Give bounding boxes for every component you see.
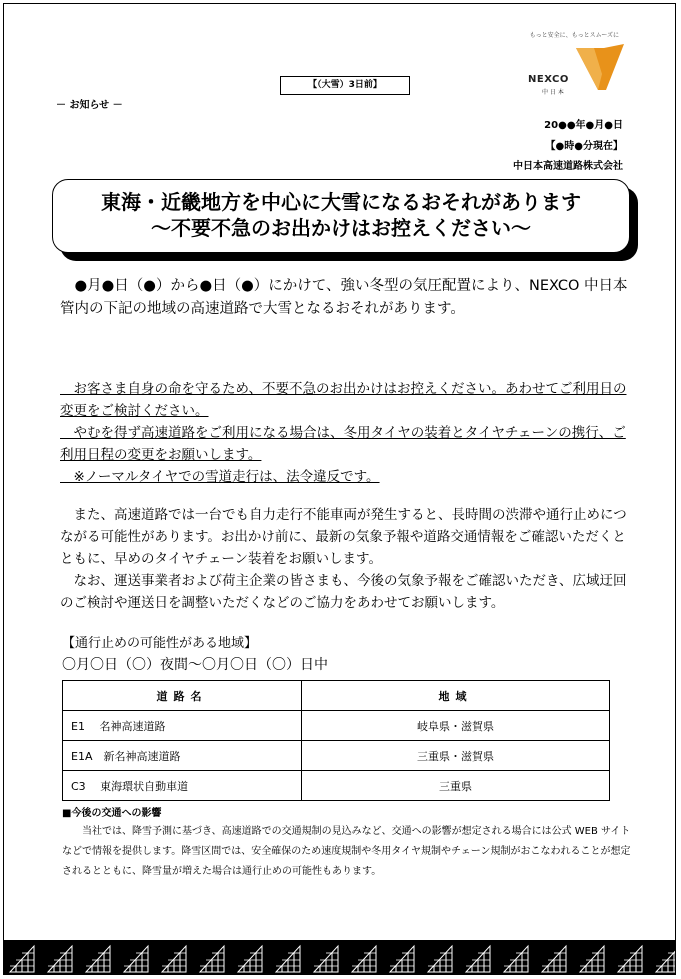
impact-paragraph: 当社では、降雪予測に基づき、高速道路での交通規制の見込みなど、交通への影響が想定される場合には公式 WEB サイトなどで情報を提供します。降雪区間では、安全確保のため速度規制や冬用タイヤ規制やチェーン規制がおこなわれることが想定されるとともに、降雪量が増えた場合は通行止めの可能性もあります。 <box>62 826 631 877</box>
table-cell-area: 三重県 <box>302 771 610 801</box>
timing-box: 【（大雪）3日前】 <box>280 76 410 95</box>
issue-date: 20●●年●月●日 <box>544 120 623 131</box>
warning-line-1: お客さま自身の命を守るため、不要不急のお出かけはお控えください。あわせてご利用日の変更をご検討ください。 <box>60 381 627 419</box>
footer-pattern-band <box>4 940 675 974</box>
logo-text: NEXCO <box>528 74 569 85</box>
table-cell-area: 三重県・滋賀県 <box>302 741 610 771</box>
nexco-logo-mark-icon <box>576 44 624 90</box>
table-header-row <box>63 681 610 711</box>
table-cell-road: E1A 新名神高速道路 <box>63 741 302 771</box>
headline-title: 東海・近畿地方を中心に大雪になるおそれがあります <box>101 190 581 214</box>
warning-paragraph <box>60 378 630 488</box>
table-row <box>63 741 610 771</box>
intro-paragraph: ●月●日（●）から●日（●）にかけて、強い冬型の気圧配置により、NEXCO 中日本管内の下記の地域の高速道路で大雪となるおそれがあります。 <box>60 278 628 317</box>
warning-line-2: やむを得ず高速道路をご利用になる場合は、冬用タイヤの装着とタイヤチェーンの携行、ご利用日程の変更をお願いします。 <box>60 425 626 463</box>
table-cell-road: C3 東海環状自動車道 <box>63 771 302 801</box>
traffic-paragraph: また、高速道路では一台でも自力走行不能車両が発生すると、長時間の渋滞や通行止めにつながる可能性があります。お出かけ前に、最新の気象予報や道路交通情報をご確認いただくとともに、早めのタイヤチェーン装着をお願いします。 <box>60 507 627 567</box>
headline-subtitle: ～不要不急のお出かけはお控えください～ <box>151 216 531 240</box>
logo-subtext: 中 日 本 <box>542 89 564 96</box>
closure-label: 【通行止めの可能性がある地域】 <box>62 636 258 651</box>
warning-line-3: ※ノーマルタイヤでの雪道走行は、法令違反です。 <box>60 469 380 485</box>
table-header-road: 道路名 <box>63 681 302 711</box>
table-row <box>63 711 610 741</box>
nexco-logo <box>524 44 624 94</box>
table-cell-area: 岐阜県・滋賀県 <box>302 711 610 741</box>
table-header-area: 地域 <box>302 681 610 711</box>
headline-box <box>52 179 630 253</box>
headline-banner <box>52 179 642 264</box>
company-name: 中日本高速道路株式会社 <box>513 161 623 172</box>
document-page <box>3 3 676 975</box>
closure-period: 〇月〇日（〇）夜間～〇月〇日（〇）日中 <box>62 657 328 673</box>
notice-label: － お知らせ － <box>56 100 123 111</box>
footer-triangle-pattern-icon <box>4 940 676 974</box>
carrier-paragraph: なお、運送事業者および荷主企業の皆さまも、今後の気象予報をご確認いただき、広域迂回のご検討や運送日を調整いただくなどのご協力をあわせてお願いします。 <box>60 573 627 611</box>
table-cell-road: E1 名神高速道路 <box>63 711 302 741</box>
brand-tagline: もっと安全に、もっとスムーズに <box>529 32 619 39</box>
road-table <box>62 680 610 801</box>
impact-label: ■今後の交通への影響 <box>62 808 162 819</box>
issue-time: 【●時●分現在】 <box>545 141 623 152</box>
table-row <box>63 771 610 801</box>
